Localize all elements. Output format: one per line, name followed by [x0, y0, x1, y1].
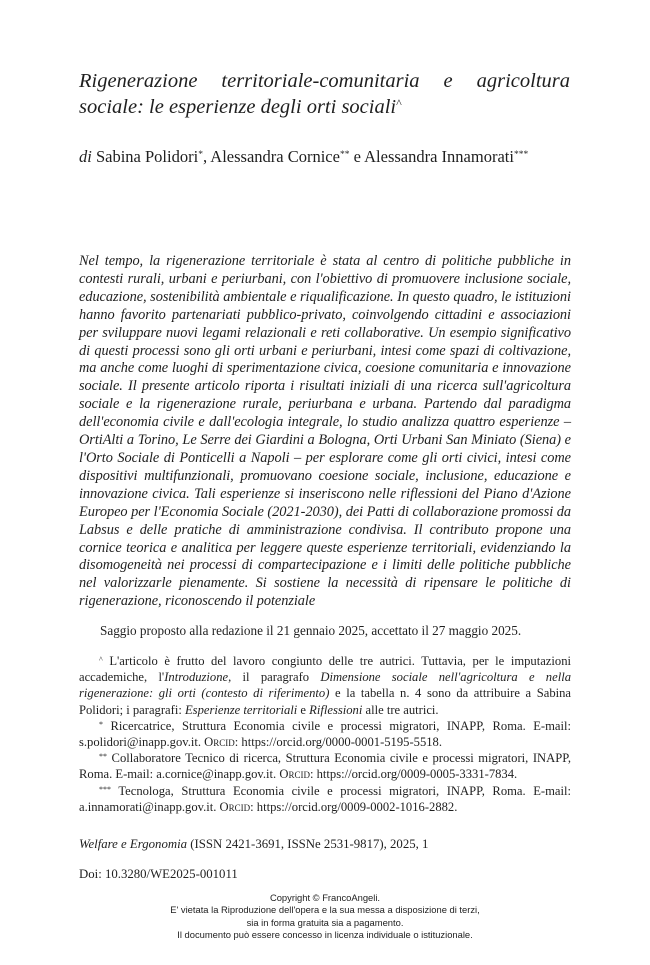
footnote-text: Tecnologa, Struttura Economia civile e processi migratori, INAPP, Roma. E-mail: a.innamorati@inapp.gov.it.	[79, 783, 571, 814]
author-name: Alessandra Innamorati	[364, 147, 514, 166]
footnote-text: L'articolo è frutto del lavoro congiunto delle tre autrici. Tuttavia, per le imputazioni accademiche, l'	[79, 654, 571, 685]
author-line	[79, 146, 579, 168]
orcid-label: Orcid	[204, 735, 235, 750]
footnote-italic: Dimensione sociale nell'agricoltura e nella rigenerazione: gli orti (contesto di riferimento)	[79, 670, 571, 701]
footnote-italic: Introduzione	[164, 670, 229, 685]
copyright-notice	[100, 892, 550, 941]
footnote-text: : https://orcid.org/0009-0002-1016-2882.	[250, 799, 458, 814]
footnote-text: : https://orcid.org/0009-0005-3331-7834.	[309, 767, 518, 782]
footnote-authorship	[79, 653, 571, 718]
footnote-polidori	[79, 718, 571, 750]
doi[interactable]: Doi: 10.3280/WE2025-001011	[79, 867, 238, 881]
orcid-label: Orcid	[219, 799, 251, 814]
author-prefix: di	[79, 147, 92, 166]
copyright-line: Copyright © FrancoAngeli.	[269, 892, 381, 903]
footnote-text: : https://orcid.org/0000-0001-5195-5518.	[234, 735, 442, 750]
title-text: Rigenerazione territoriale-comunitaria e agricoltura sociale: le esperienze degli orti sociali	[79, 70, 570, 118]
copyright-line: E' vietata la Riproduzione dell'opera e la sua messa a disposizione di terzi,	[170, 904, 480, 916]
journal-issn: (ISSN 2421-3691, ISSNe 2531-9817), 2025, 1	[187, 837, 429, 851]
copyright-line: Il documento può essere concesso in licenza individuale o istituzionale.	[177, 928, 473, 940]
author-name: Alessandra Cornice	[210, 147, 340, 166]
author-name: Sabina Polidori	[95, 147, 199, 166]
copyright-line: sia in forma gratuita sia a pagamento.	[246, 916, 404, 928]
footnote-cornice	[79, 750, 571, 782]
footnotes	[79, 653, 571, 815]
author-separator: ,	[202, 147, 211, 166]
footnote-mark: **	[99, 752, 107, 762]
orcid-label: Orcid	[279, 767, 310, 782]
footnote-italic: Riflessioni	[309, 702, 363, 717]
footnote-text: Collaboratore Tecnico di ricerca, Struttura Economia civile e processi migratori, INAPP, Roma. E-mail: a.cornice@inapp.gov.it.	[79, 751, 571, 782]
author-footnote-mark[interactable]: ***	[513, 150, 529, 160]
author-separator: e	[349, 147, 365, 166]
article-title	[79, 68, 570, 120]
journal-info	[79, 836, 571, 853]
footnote-mark: *	[99, 719, 103, 729]
footnote-text: e	[297, 702, 310, 717]
footnote-mark: ***	[99, 784, 111, 794]
footnote-text: e la tabella n. 4 sono da attribuire a Sabina Polidori; i paragrafi:	[79, 686, 572, 717]
author-footnote-mark[interactable]: *	[198, 150, 203, 160]
submission-dates: Saggio proposto alla redazione il 21 gennaio 2025, accettato il 27 maggio 2025.	[100, 623, 522, 638]
footnote-text: alle tre autrici.	[362, 702, 439, 717]
author-footnote-mark[interactable]: **	[339, 150, 350, 160]
footnote-innamorati	[79, 783, 571, 815]
title-footnote-mark[interactable]: ^	[396, 96, 402, 110]
footnote-text: Ricercatrice, Struttura Economia civile e processi migratori, INAPP, Roma. E-mail: s.polidori@inapp.gov.it.	[79, 718, 571, 750]
abstract: Nel tempo, la rigenerazione territoriale è stata al centro di politiche pubbliche in contesti rurali, urbani e periurbani, con l'obiettivo di promuovere inclusione sociale, educazione, sostenibilità ambientale e riqualificazione. In questo quadro, le istituzioni hanno favorito partenariati pubblico-privato, coinvolgendo cittadini e associazioni per sviluppare nuovi legami relazionali e reti collaborative. Un esempio significativo di questi processi sono gli orti urbani e periurbani, intesi come spazi di coltivazione, ma anche come luoghi di sperimentazione civica, coesione comunitaria e innovazione sociale. Il presente articolo riporta i risultati iniziali di una ricerca sull'agricoltura sociale e la rigenerazione rurale, periurbana e urbana. Partendo dal paradigma dell'economia civile e dall'ecologia integrale, lo studio analizza quattro esperienze – OrtiAlti a Torino, Le Serre dei Giardini a Bologna, Orti Urbani San Miniato (Siena) e l'Orto Sociale di Ponticelli a Napoli – per esplorare come gli orti civici, intesi come dispositivi multifunzionali, promuovano coesione sociale, inclusione, educazione e innovazione civica. Tali esperienze si inseriscono nelle riflessioni del Piano d'Azione Europeo per l'Economia Sociale (2021-2030), dei Patti di collaborazione promossi da Labsus e delle pratiche di amministrazione condivisa. Il contributo propone una cornice teorica e analitica per leggere queste esperienze territoriali, evidenziando la disomogeneità nei processi di compartecipazione e i limiti delle politiche pubbliche nel valorizzarle pienamente. Si sostiene la necessità di ripensare le politiche di rigenerazione, riconoscendo il potenziale	[79, 253, 571, 610]
footnote-text: , il paragrafo	[228, 670, 321, 685]
footnote-italic: Esperienze territoriali	[184, 702, 298, 717]
journal-name: Welfare e Ergonomia	[79, 837, 188, 851]
footnote-mark: ^	[99, 655, 103, 664]
